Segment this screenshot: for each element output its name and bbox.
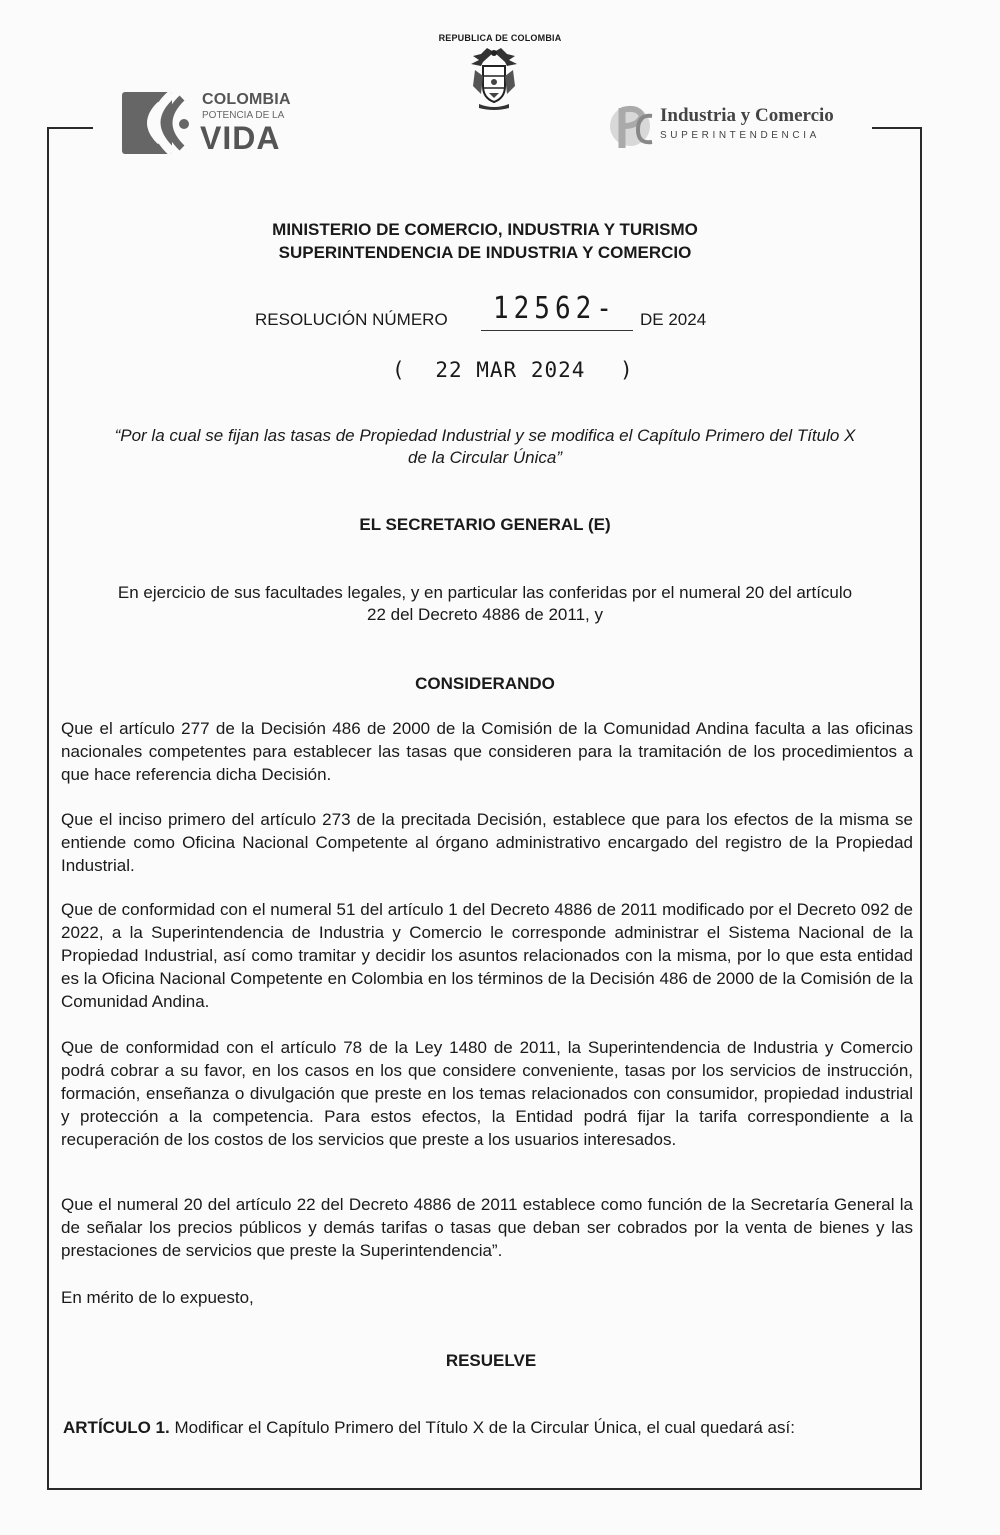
frame-border-top-right — [872, 127, 922, 129]
frame-border-top-left — [47, 127, 93, 129]
date-open-paren: ( — [392, 358, 405, 382]
authority-line1: En ejercicio de sus facultades legales, y en particular las conferidas por el numeral 20 del artículo — [117, 583, 853, 602]
considerando-paragraph: Que el inciso primero del artículo 273 de la precitada Decisión, establece que para los efectos de la misma se entiende como Oficina Nacional Competente al órgano administrativo encargado del registro de la Propiedad Industrial. — [61, 810, 913, 875]
considerando-heading: CONSIDERANDO — [415, 674, 555, 693]
sic-logo-mark-icon — [608, 100, 658, 156]
signer-title: EL SECRETARIO GENERAL (E) — [359, 515, 611, 534]
logo-right-line1: Industria y Comercio — [660, 105, 834, 126]
resuelve-heading: RESUELVE — [445, 1351, 537, 1370]
article-1 — [63, 1418, 923, 1438]
logo-left-line3: VIDA — [200, 120, 281, 156]
merito-paragraph: En mérito de lo expuesto, — [61, 1288, 254, 1307]
resolution-number-underline — [481, 330, 633, 331]
date-stamp: 22 MAR 2024 — [435, 358, 586, 382]
article-1-label: ARTÍCULO 1. — [63, 1418, 170, 1437]
frame-border-right — [920, 127, 922, 1490]
considerando-paragraph: Que el artículo 277 de la Decisión 486 de 2000 de la Comisión de la Comunidad Andina faculta a las oficinas nacionales competentes para establecer las tasas que consideren para la tramitación de los procedimientos a que hace referencia dicha Decisión. — [61, 719, 913, 784]
resolution-year: DE 2024 — [640, 310, 707, 329]
resolution-number: 12562- — [493, 291, 617, 327]
logo-left-line1: COLOMBIA — [202, 91, 291, 108]
logo-left-line2: POTENCIA DE LA — [202, 110, 285, 121]
article-1-text: Modificar el Capítulo Primero del Título X de la Circular Única, el cual quedará así: — [174, 1418, 795, 1437]
resolution-label: RESOLUCIÓN NÚMERO — [255, 310, 448, 329]
sic-logo — [608, 100, 858, 156]
ministry-line1: MINISTERIO DE COMERCIO, INDUSTRIA Y TURISMO — [272, 220, 698, 239]
date-close-paren: ) — [620, 358, 633, 382]
subject-line2: de la Circular Única” — [408, 448, 562, 467]
ministry-line2: SUPERINTENDENCIA DE INDUSTRIA Y COMERCIO — [278, 243, 692, 262]
resolution-subject — [50, 425, 920, 469]
logo-right-line2: SUPERINTENDENCIA — [660, 130, 820, 141]
ministry-heading — [0, 218, 970, 264]
coat-of-arms-icon — [465, 46, 523, 112]
republica-heading: REPUBLICA DE COLOMBIA — [438, 33, 562, 43]
authority-statement — [50, 582, 920, 626]
subject-line1: “Por la cual se fijan las tasas de Propiedad Industrial y se modifica el Capítulo Primero del Título X — [114, 426, 856, 445]
colombia-logo-mark-icon — [120, 88, 194, 158]
colombia-potencia-logo — [120, 88, 320, 160]
frame-border-bottom — [47, 1488, 922, 1490]
considerando-paragraph: Que de conformidad con el numeral 51 del artículo 1 del Decreto 4886 de 2011 modificado por el Decreto 092 de 2022, a la Superintendencia de Industria y Comercio le corresponde administrar el Sistema Nacional de la Propiedad Industrial, así como tramitar y decidir los asuntos relacionados con la misma, por lo que esta entidad es la Oficina Nacional Competente en Colombia en los términos de la Decisión 486 de 2000 de la Comisión de la Comunidad Andina. — [61, 900, 913, 1011]
resolution-date — [392, 358, 633, 382]
considerando-paragraph: Que el numeral 20 del artículo 22 del Decreto 4886 de 2011 establece como función de la Secretaría General la de señalar los precios públicos y demás tarifas o tasas que deban ser cobrados por la venta de bienes y las prestaciones de servicios que preste la Superintendencia”. — [61, 1195, 913, 1260]
authority-line2: 22 del Decreto 4886 de 2011, y — [367, 605, 603, 624]
considerando-paragraph: Que de conformidad con el artículo 78 de la Ley 1480 de 2011, la Superintendencia de Industria y Comercio podrá cobrar a su favor, en los casos en los que considere conveniente, tasas por los servicios de instrucción, formación, enseñanza o divulgación que preste en los temas relacionados con consumidor, propiedad industrial y protección a la competencia. Para estos efectos, la Entidad podrá fijar la tarifa correspondiente a la recuperación de los costos de los servicios que preste a los usuarios interesados. — [61, 1038, 913, 1149]
frame-border-left — [47, 127, 49, 1490]
